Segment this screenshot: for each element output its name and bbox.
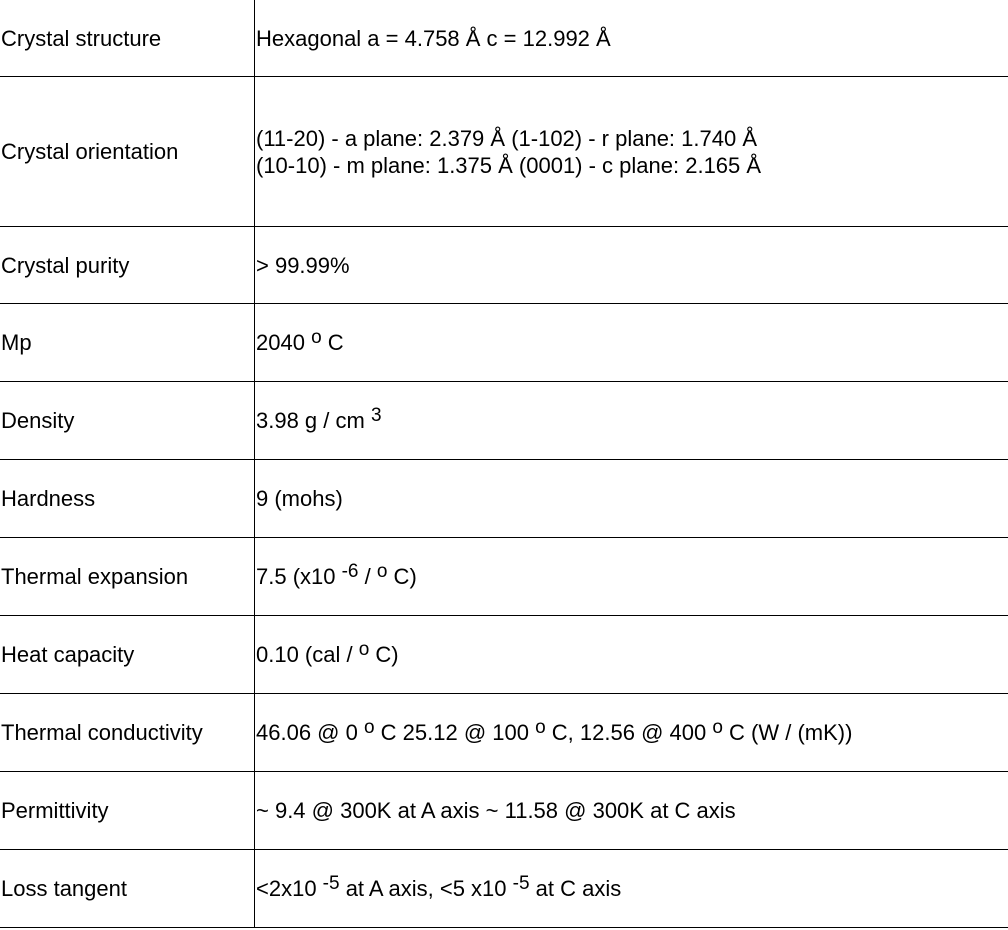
row-value xyxy=(255,382,1008,460)
row-label: Mp xyxy=(0,304,255,382)
table-row-permittivity xyxy=(0,772,1008,850)
value-text: C (W / (mK)) xyxy=(722,720,853,745)
superscript: -6 xyxy=(341,561,359,582)
value-line: (10-10) - m plane: 1.375 Å (0001) - c plane: 2.165 Å xyxy=(256,152,762,178)
superscript: -5 xyxy=(512,873,530,894)
row-label: Thermal conductivity xyxy=(0,694,255,772)
value-text: C) xyxy=(387,564,417,589)
row-value xyxy=(255,538,1008,616)
table-row-mp xyxy=(0,304,1008,382)
value-line: (11-20) - a plane: 2.379 Å (1-102) - r plane: 1.740 Å xyxy=(256,125,757,151)
superscript: -5 xyxy=(322,873,340,894)
table-row-heat-capacity xyxy=(0,616,1008,694)
row-label: Crystal orientation xyxy=(0,77,255,227)
value-text: at A axis, <5 x10 xyxy=(339,876,513,901)
row-label: Thermal expansion xyxy=(0,538,255,616)
table-row-thermal-conductivity xyxy=(0,694,1008,772)
value-text: C 25.12 @ 100 xyxy=(374,720,536,745)
row-label: Crystal structure xyxy=(0,0,255,77)
table-row-thermal-expansion xyxy=(0,538,1008,616)
superscript: o xyxy=(376,561,388,582)
row-value xyxy=(255,77,1008,227)
value-text: <2x10 xyxy=(256,876,323,901)
row-label: Density xyxy=(0,382,255,460)
value-text: at C axis xyxy=(529,876,622,901)
value-text: 7.5 (x10 xyxy=(256,564,342,589)
row-value: 9 (mohs) xyxy=(255,460,1008,538)
row-value xyxy=(255,694,1008,772)
superscript: o xyxy=(712,717,723,738)
table-row-crystal-purity xyxy=(0,227,1008,304)
superscript: 3 xyxy=(370,405,382,426)
value-text: / xyxy=(358,564,377,589)
table-row-crystal-orientation xyxy=(0,77,1008,227)
row-value xyxy=(255,850,1008,928)
table-row-crystal-structure xyxy=(0,0,1008,77)
value-text: C) xyxy=(369,642,399,667)
row-value xyxy=(255,304,1008,382)
row-label: Crystal purity xyxy=(0,227,255,304)
row-value: ~ 9.4 @ 300K at A axis ~ 11.58 @ 300K at C axis xyxy=(255,772,1008,850)
superscript: o xyxy=(311,327,322,348)
superscript: o xyxy=(535,717,546,738)
value-text: 2040 xyxy=(256,330,312,355)
table-row-density xyxy=(0,382,1008,460)
value-text: C xyxy=(321,330,344,355)
value-text: 3.98 g / cm xyxy=(256,408,371,433)
row-value xyxy=(255,616,1008,694)
row-label: Hardness xyxy=(0,460,255,538)
row-value: > 99.99% xyxy=(255,227,1008,304)
table-row-hardness xyxy=(0,460,1008,538)
table-row-loss-tangent xyxy=(0,850,1008,928)
row-label: Permittivity xyxy=(0,772,255,850)
value-text: 0.10 (cal / xyxy=(256,642,359,667)
row-label: Loss tangent xyxy=(0,850,255,928)
row-value: Hexagonal a = 4.758 Å c = 12.992 Å xyxy=(255,0,1008,77)
value-text: C, 12.56 @ 400 xyxy=(545,720,713,745)
row-label: Heat capacity xyxy=(0,616,255,694)
superscript: o xyxy=(358,639,370,660)
superscript: o xyxy=(363,717,375,738)
value-text: 46.06 @ 0 xyxy=(256,720,364,745)
